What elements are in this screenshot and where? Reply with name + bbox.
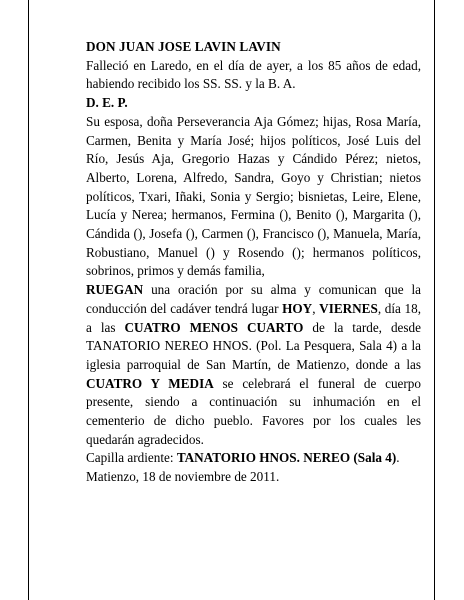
rip-line: D. E. P.: [86, 95, 128, 111]
family-list: Su esposa, doña Perseverancia Aja Gómez; hijas, Rosa María, Carmen, Benita y María José; hijos políticos, José Luis del Río, Jesús Aja, Gregorio Hazas y Cándido Pérez; nietos, Alberto, Lorena, Alfredo, Sandra, Goyo y Christian; nietos políticos, Txari, Iñaki, Sonia y Sergio; bisnietas, Leire, Elene, Lucía y Nerea; hermanos, Fermina (), Benito (), Margarita (), Cándida (), Josefa (), Carmen (), Francisco (), Manuela, María, Robustiano, Manuel () y Rosendo (); hermanos políticos, sobrinos, primos y demás familia,: [86, 113, 421, 279]
deceased-name: DON JUAN JOSE LAVIN LAVIN: [86, 39, 281, 54]
viernes-word: VIERNES: [319, 300, 378, 316]
chapel-place: TANATORIO HNOS. NEREO (Sala 4): [176, 450, 397, 466]
funeral-request: RUEGAN una oración por su alma y comunican que la conducción del cadáver tendrá lugar HOY, VIERNES, día 18, a las CUATRO MENOS CUARTO de la tarde, desde TANATORIO NEREO HNOS. (Pol. La Pesquera, Sala 4) a la iglesia parroquial de San Martín, de Matienzo, donde a las CUATRO Y MEDIA se celebrará el funeral de cuerpo presente, siendo a continuación su inhumación en el cementerio de dicho pueblo. Favores por los cuales les quedarán agradecidos.: [86, 282, 421, 447]
ruegan-word: RUEGAN: [86, 282, 144, 298]
funeral-time-1: CUATRO MENOS CUARTO: [124, 319, 304, 335]
obituary-text: [86, 38, 421, 487]
funeral-time-2: CUATRO Y MEDIA: [86, 375, 214, 391]
chapel-info: Capilla ardiente: TANATORIO HNOS. NEREO (Sala 4).: [86, 450, 400, 466]
hoy-word: HOY: [282, 300, 313, 316]
death-announcement: Falleció en Laredo, en el día de ayer, a los 85 años de edad, habiendo recibido los SS. SS. y la B. A.: [86, 57, 421, 92]
place-date-line: Matienzo, 18 de noviembre de 2011.: [86, 469, 280, 485]
